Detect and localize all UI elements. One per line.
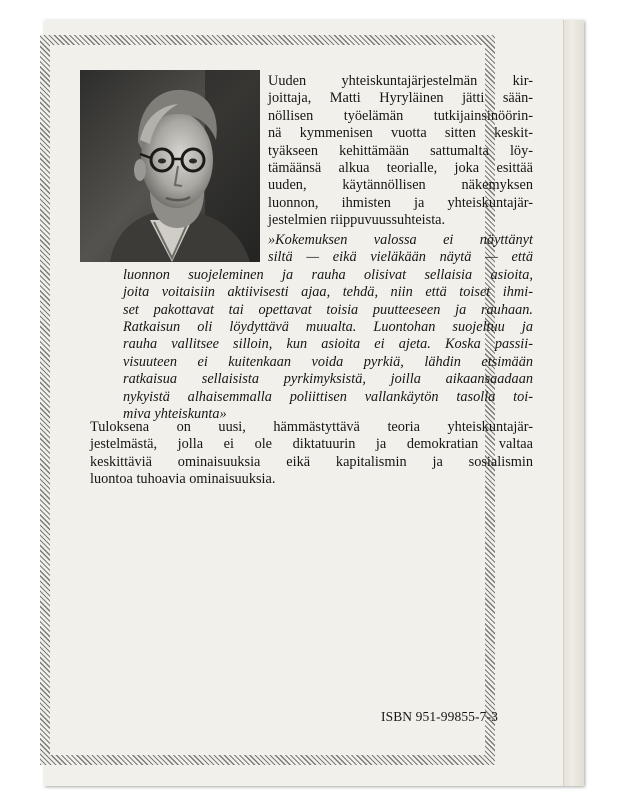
quote-line: set pakottavat tai opettavat toisia puutteeseen ja rauhaan.: [123, 301, 533, 318]
bio-line: nöllisen työelämän tutkijainsinöörin-: [268, 107, 533, 124]
conclusion-line: Tuloksena on uusi, hämmästyttävä teoria yhteiskuntajär-: [90, 419, 533, 435]
bio-line: uuden, käytännöllisen näkemyksen: [268, 177, 533, 194]
quote-line: siltä — eikä vieläkään näytä — että: [268, 249, 533, 266]
bio-line: tyäkseen kehittämään sattumalta löy-: [268, 142, 533, 159]
author-quote: [123, 232, 533, 423]
conclusion-line: jestelmästä, jolla ei ole diktatuurin ja demokratian valtaa: [90, 436, 533, 453]
quote-line: luonnon suojeleminen ja rauha olisivat sellaisia asioita,: [123, 266, 533, 283]
quote-line: »Kokemuksen valossa ei näyttänyt: [268, 232, 533, 248]
bio-line: tämäänsä alkua teorialle, joka esittää: [268, 160, 533, 177]
quote-line: nykyistä alhaisemmalla poliittisen vallankäytön tasolla toi-: [123, 388, 533, 405]
quote-line: visuuteen ei kuitenkaan voida pyrkiä, lähdin etsimään: [123, 353, 533, 370]
bio-line: nä kymmenisen vuotta sitten keskit-: [268, 125, 533, 142]
conclusion-line: luontoa tuhoavia ominaisuuksia.: [90, 471, 276, 488]
bio-line: luonnon, ihmisten ja yhteiskuntajär-: [268, 194, 533, 211]
conclusion-line: keskittäviä ominaisuuksia eikä kapitalismin ja sosialismin: [90, 453, 533, 470]
quote-line: miva yhteiskunta»: [123, 406, 227, 423]
quote-line: rauha vallitsee silloin, kun asioita ei ajeta. Koska passii-: [123, 336, 533, 353]
bio-line: Uuden yhteiskuntajärjestelmän kir-: [268, 73, 533, 89]
author-bio-paragraph: [268, 73, 533, 230]
book-spine: [563, 20, 584, 786]
isbn-number: ISBN 951-99855-7-3: [381, 709, 498, 724]
conclusion-paragraph: [90, 419, 533, 489]
quote-line: Ratkaisun oli löydyttävä muualta. Luontohan suojeltuu ja: [123, 319, 533, 336]
bio-line: joittaja, Matti Hyryläinen jätti sään-: [268, 90, 533, 107]
quote-line: joita voitaisiin aktiivisesti ajaa, tehdä, niin että toiset ihmi-: [123, 284, 533, 301]
quote-line: ratkaisua sellaisista pyrkimyksistä, joilla aikaansaadaan: [123, 371, 533, 388]
bio-line: jestelmien riippuvuussuhteista.: [268, 212, 446, 229]
